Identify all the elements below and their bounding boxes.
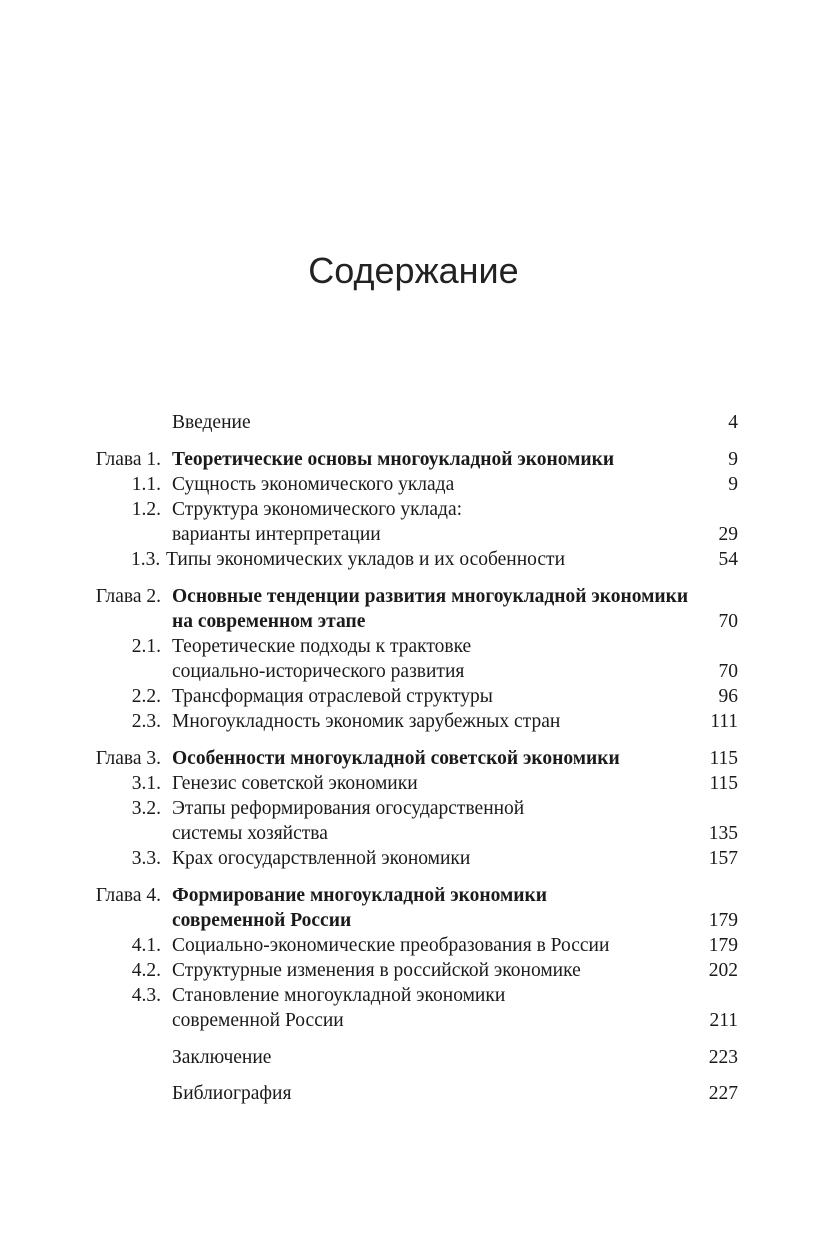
page-number: 115 <box>709 748 738 769</box>
toc-section-1-2-cont[interactable] <box>0 522 827 547</box>
chapter-label: Глава 1. <box>95 449 161 470</box>
toc-section-3-2-cont[interactable] <box>0 821 827 846</box>
toc-section-4-2[interactable] <box>0 958 827 983</box>
toc-chapter-3[interactable] <box>0 746 827 771</box>
page-number: 179 <box>708 910 738 931</box>
section-label: 1.1. <box>131 474 161 495</box>
chapter-title-line2: на современном этапе <box>172 611 366 632</box>
page-number: 223 <box>708 1047 738 1068</box>
section-title: Сущность экономического уклада <box>172 474 455 495</box>
page-number: 70 <box>718 661 738 682</box>
page-number: 54 <box>718 549 738 570</box>
toc-section-4-1[interactable] <box>0 933 827 958</box>
toc-section-3-3[interactable] <box>0 846 827 871</box>
chapter-label: Глава 3. <box>95 748 161 769</box>
chapter-label: Глава 2. <box>95 586 161 607</box>
section-title-line2: современной России <box>172 1010 344 1031</box>
entry-title: Заключение <box>172 1047 272 1068</box>
page-number: 70 <box>718 611 738 632</box>
section-label: 1.3. <box>131 549 161 570</box>
toc-entry-intro[interactable] <box>0 410 827 435</box>
chapter-title-line1: Основные тенденции развития многоукладной экономики <box>172 586 689 607</box>
page-number: 179 <box>708 935 738 956</box>
section-label: 4.3. <box>131 985 161 1006</box>
toc-section-2-3[interactable] <box>0 709 827 734</box>
page-number: 115 <box>709 773 738 794</box>
page-number: 4 <box>728 412 738 433</box>
chapter-title-line1: Формирование многоукладной экономики <box>172 885 547 906</box>
page-number: 111 <box>710 711 738 732</box>
section-title-line1: Теоретические подходы к трактовке <box>172 636 472 657</box>
toc-section-4-3[interactable] <box>0 983 827 1008</box>
chapter-label: Глава 4. <box>95 885 161 906</box>
page-number: 96 <box>718 686 738 707</box>
toc-section-1-2[interactable] <box>0 497 827 522</box>
section-label: 3.1. <box>131 773 161 794</box>
section-title-line1: Становление многоукладной экономики <box>172 985 506 1006</box>
page-number: 227 <box>708 1083 738 1104</box>
toc-section-4-3-cont[interactable] <box>0 1008 827 1033</box>
toc-chapter-4[interactable] <box>0 883 827 908</box>
section-title-line2: социально-исторического развития <box>172 661 465 682</box>
section-label: 3.3. <box>131 848 161 869</box>
toc-section-1-1[interactable] <box>0 472 827 497</box>
section-title-line2: варианты интерпретации <box>172 524 381 545</box>
page-number: 211 <box>709 1010 738 1031</box>
section-title-line1: Этапы реформирования огосударственной <box>172 798 525 819</box>
chapter-title-line2: современной России <box>172 910 352 931</box>
section-label: 2.1. <box>131 636 161 657</box>
toc-chapter-1[interactable] <box>0 447 827 472</box>
page-number: 135 <box>708 823 738 844</box>
entry-title: Введение <box>172 412 251 433</box>
section-label: 4.2. <box>131 960 161 981</box>
toc-section-2-1[interactable] <box>0 634 827 659</box>
chapter-title: Особенности многоукладной советской экономики <box>172 748 620 769</box>
toc-section-2-2[interactable] <box>0 684 827 709</box>
section-label: 4.1. <box>131 935 161 956</box>
toc-entry-bibliography[interactable] <box>0 1081 827 1106</box>
page-number: 29 <box>718 524 738 545</box>
toc-chapter-2[interactable] <box>0 584 827 609</box>
toc-chapter-4-cont[interactable] <box>0 908 827 933</box>
section-title: Генезис советской экономики <box>172 773 418 794</box>
section-label: 2.3. <box>131 711 161 732</box>
toc-entry-conclusion[interactable] <box>0 1045 827 1070</box>
section-title: Типы экономических укладов и их особенности <box>166 549 566 570</box>
toc-section-2-1-cont[interactable] <box>0 659 827 684</box>
section-label: 2.2. <box>131 686 161 707</box>
section-title: Социально-экономические преобразования в России <box>172 935 610 956</box>
toc-section-3-2[interactable] <box>0 796 827 821</box>
page-title: Содержание <box>308 250 519 291</box>
page-number: 9 <box>728 474 738 495</box>
section-title-line2: системы хозяйства <box>172 823 328 844</box>
section-title: Крах огосударствленной экономики <box>172 848 471 869</box>
section-label: 1.2. <box>131 499 161 520</box>
toc-section-3-1[interactable] <box>0 771 827 796</box>
page-number: 202 <box>708 960 738 981</box>
page-number: 9 <box>728 449 738 470</box>
page-number: 157 <box>708 848 738 869</box>
section-title: Трансформация отраслевой структуры <box>172 686 493 707</box>
chapter-title: Теоретические основы многоукладной экономики <box>172 449 615 470</box>
section-title: Структурные изменения в российской экономике <box>172 960 581 981</box>
toc-section-1-3[interactable] <box>0 547 827 572</box>
section-label: 3.2. <box>131 798 161 819</box>
section-title-line1: Структура экономического уклада: <box>172 499 463 520</box>
toc-chapter-2-cont[interactable] <box>0 609 827 634</box>
section-title: Многоукладность экономик зарубежных стран <box>172 711 561 732</box>
entry-title: Библиография <box>172 1083 292 1104</box>
